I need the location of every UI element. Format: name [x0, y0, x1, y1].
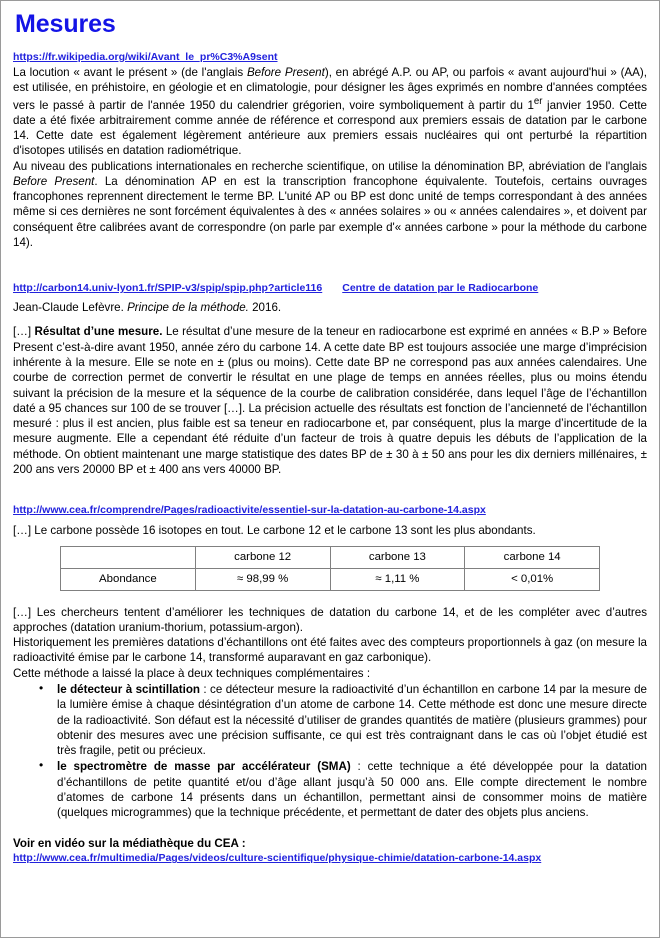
- paragraph-spacer: [13, 315, 647, 324]
- wikipedia-p1-text-1: La locution « avant le présent » (de l'anglais: [13, 65, 247, 79]
- table-cell-label: Abondance: [61, 568, 196, 590]
- wikipedia-p1-italic: Before Present: [246, 65, 325, 79]
- technique-description-sma: : cette technique a été développée pour la datation d’échantillons de petite quantité et/ou d’âge allant jusqu’à 50 000 ans. Elle compte directement le nombre d’atomes de carbone 14 présents dans un échantillon, permettant ainsi de consommer moins de matière (quelques microgrammes) que la technique précédente, et permettant de dater des objets plus anciens.: [57, 760, 647, 820]
- wikipedia-paragraph-1: [13, 65, 647, 159]
- technique-description-scintillation: : ce détecteur mesure la radioactivité d’un échantillon en carbone 14 par la mesure de la lumière émise à chaque désintégration d’un atome de carbone 14. Cette méthode est donc une mesure directe de la radioactivité. Son défaut est la nécessité d’utiliser de grandes quantités de matière (plusieurs grammes) pour obtenir des mesures avec une précision suffisante, ce qui est très contraignant dans le cas où l’objet étudié est très fragile, petit ou précieux.: [57, 683, 647, 758]
- carbon14-citation: [13, 300, 647, 315]
- cea-paragraph-1: […] Les chercheurs tentent d’améliorer les techniques de datation du carbone 14, et de les compléter avec d’autres approches (datation uranium-thorium, potassium-argon).: [13, 605, 647, 634]
- table-cell-carbone13: ≈ 1,11 %: [330, 568, 465, 590]
- table-row: [61, 568, 600, 590]
- section-wikipedia: [13, 50, 647, 250]
- wikipedia-p2-italic: Before Present: [13, 174, 95, 188]
- technique-name-sma: le spectromètre de masse par accélérateur (SMA): [57, 760, 351, 774]
- citation-year: 2016.: [248, 301, 282, 315]
- isotope-abundance-table: [60, 546, 600, 591]
- citation-title: Principe de la méthode.: [127, 301, 249, 315]
- table-header-row: [61, 546, 600, 568]
- table-header-cell-0: [61, 546, 196, 568]
- measure-body-text: Le résultat d’une mesure de la teneur en radiocarbone est exprimé en années « B.P » Before Present c’est-à-dire avant 1950, année zéro du carbone 14. A cette date BP est toujours associée une marge d’imprécision inhérente à la mesure. Elle se note en ± (plus ou moins). Cette date BP ne correspond pas aux années calendaires. Une courbe de correction permet de convertir le résultat en une plage de temps en années réelles, plus ou moins étendu suivant la précision de la mesure et la séquence de la courbe de calibration considérée, dans lequel l’âge de l’échantillon daté a 95 chances sur 100 de se trouver […]. La précision actuelle des résultats est fonction de l’ancienneté de l’échantillon mesuré : plus il est ancien, plus faible est sa teneur en radiocarbone et, par conséquent, plus la marge d’incertitude de la mesure augmente. Elle a cependant été réduite d’un facteur de trois à quatre depuis les débuts de l’application de la méthode. On obtient maintenant une marge statistique des dates BP de ± 30 à ± 50 ans pour les dix derniers millénaires, ± 200 ans vers 20000 BP et ± 400 ans vers 40000 BP.: [13, 325, 648, 477]
- table-cell-carbone12: ≈ 98,99 %: [195, 568, 330, 590]
- cea-paragraph-3: Cette méthode a laissé la place à deux techniques complémentaires :: [13, 666, 371, 680]
- table-header-cell-2: carbone 13: [330, 546, 465, 568]
- wikipedia-p1-text-2: ), en abrégé A.P. ou AP, ou parfois « avant aujourd'hui » (AA), est utilisée, en préhistoire, en géologie et en climatologie, pour désigner les âges exprimés en nombre d'années comptées vers le passé à partir de l'année 1950 du calendrier grégorien, voire symboliquement à partir du 1: [13, 65, 647, 112]
- cea-paragraph-2: Historiquement les premières datations d’échantillons ont été faites avec des compteurs proportionnels à gaz (on mesure la radioactivité émise par le carbone 14, transformé auparavant en gaz carbonique).: [13, 636, 647, 665]
- carbon14-link-row: [13, 276, 647, 299]
- list-item: [39, 682, 647, 758]
- section-carbon14-lyon: [13, 276, 647, 477]
- table-spacer: [13, 591, 647, 605]
- wikipedia-p1-superscript: er: [533, 95, 543, 107]
- table-cell-carbone14: < 0,01%: [465, 568, 600, 590]
- table-header-cell-1: carbone 12: [195, 546, 330, 568]
- wikipedia-p2-text-1: Au niveau des publications internationales en recherche scientifique, on utilise la dénomination BP, abréviation de l'anglais: [13, 159, 647, 173]
- technique-name-scintillation: le détecteur à scintillation: [57, 683, 200, 696]
- carbon14-source-link[interactable]: http://carbon14.univ-lyon1.fr/SPIP-v3/spip/spip.php?article116: [13, 282, 323, 295]
- wikipedia-p2-text-2: . La dénomination AP en est la transcription francophone équivalente. Toutefois, certains ouvrages francophones reprennent directement le terme BP. L'unité AP ou BP est donc unité de temps correspondant à des années même si ces dernières ne sont forcément équivalentes à des « années solaires » ou « années calendaires », et doivent par conséquent être calibrées avant de correspondre (on parle par exemple d'« années carbone » pour la méthode du carbone 14).: [13, 174, 647, 250]
- ellipsis-prefix: […]: [13, 325, 35, 339]
- wikipedia-paragraph-2: [13, 159, 647, 251]
- techniques-list: [13, 682, 647, 821]
- section-spacer: [13, 250, 647, 276]
- carbon14-source-link-label[interactable]: Centre de datation par le Radiocarbone: [342, 282, 539, 295]
- carbon14-measure-paragraph: [13, 324, 647, 477]
- table-header-cell-3: carbone 14: [465, 546, 600, 568]
- section-cea: [13, 503, 647, 866]
- citation-author: Jean-Claude Lefèvre.: [13, 301, 128, 315]
- cea-intro-paragraph: […] Le carbone possède 16 isotopes en tout. Le carbone 12 et le carbone 13 sont les plus abondants.: [13, 524, 536, 538]
- video-spacer: [13, 822, 647, 836]
- page-title: Mesures: [15, 10, 116, 38]
- wikipedia-p1-text-3: janvier 1950. Cette date a été fixée arbitrairement comme année de référence et correspond aux premiers essais de datation par le carbone 14. Cette date est également légèrement antérieure aux premiers essais nucléaires qui ont perturbé la répartition d'isotopes utilisés en datation radiométrique.: [13, 98, 647, 158]
- wikipedia-source-link[interactable]: https://fr.wikipedia.org/wiki/Avant_le_pr%C3%A9sent: [13, 51, 278, 63]
- cea-source-link[interactable]: http://www.cea.fr/comprendre/Pages/radioactivite/essentiel-sur-la-datation-au-carbone-14.aspx: [13, 504, 486, 517]
- cea-video-link[interactable]: http://www.cea.fr/multimedia/Pages/videos/culture-scientifique/physique-chimie/datation-carbone-14.aspx: [13, 852, 542, 865]
- section-spacer-2: [13, 477, 647, 503]
- measure-bold-lead: Résultat d’une mesure.: [34, 325, 163, 339]
- list-item: [39, 759, 647, 820]
- video-label: Voir en vidéo sur la médiathèque du CEA :: [13, 836, 246, 850]
